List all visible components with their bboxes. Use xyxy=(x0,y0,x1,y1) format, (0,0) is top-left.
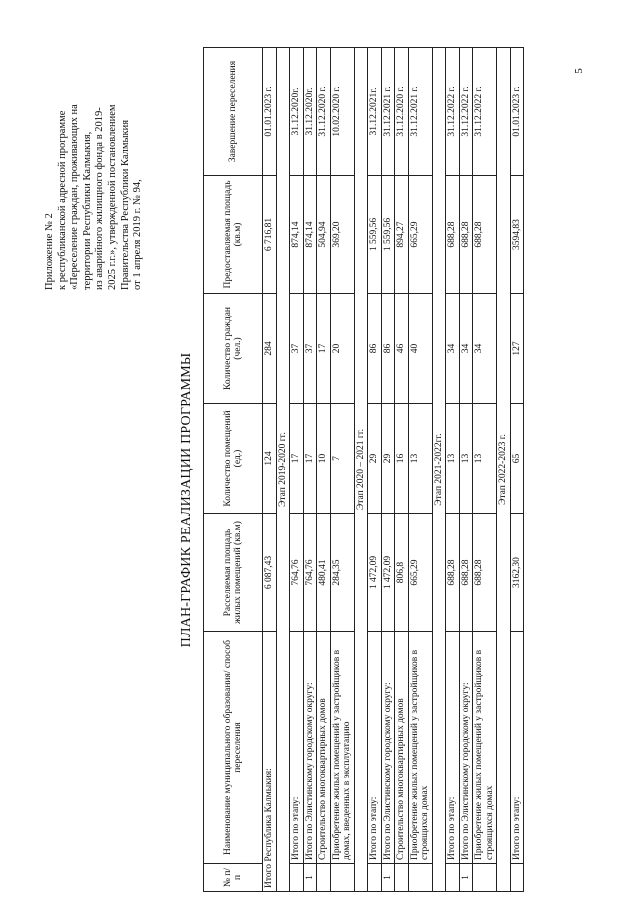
table-cell: Приобретение жилых помещений у застройщиков в строящихся домах xyxy=(473,632,497,864)
table-cell: 3162,30 xyxy=(510,514,524,632)
table-cell: 16 xyxy=(395,404,409,514)
plan-table xyxy=(203,47,524,892)
table-cell: 894,27 xyxy=(395,176,409,294)
header-cell: Завершение переселения xyxy=(204,48,263,176)
table-cell: Строительство многоквартирных домов xyxy=(395,632,409,864)
header-cell: Предоставляемая площадь (кв.м) xyxy=(204,176,263,294)
table-cell: 1 559,56 xyxy=(368,176,382,294)
table-cell: Итого по Элистинскому городскому округу: xyxy=(303,632,317,864)
table-cell: 1 472,09 xyxy=(381,514,395,632)
table-cell: 20 xyxy=(330,294,354,404)
table-cell: 13 xyxy=(408,404,432,514)
table-cell: 665,29 xyxy=(408,176,432,294)
table-row xyxy=(290,48,304,892)
table-cell: 31.12.2020 г. xyxy=(395,48,409,176)
header-cell: № п/п xyxy=(204,864,263,892)
table-cell xyxy=(408,864,432,892)
table-cell: 688,28 xyxy=(459,176,473,294)
table-cell: 688,28 xyxy=(473,514,497,632)
header-cell: Количество граждан (чел.) xyxy=(204,294,263,404)
appendix-line: от 1 апреля 2019 г. № 94, xyxy=(132,179,144,290)
appendix-line: из аварийного жилищного фонда в 2019- xyxy=(94,107,106,290)
table-cell: Итого по Элистинскому городскому округу: xyxy=(459,632,473,864)
table-cell xyxy=(317,864,331,892)
table-cell: 34 xyxy=(473,294,497,404)
table-cell: 34 xyxy=(446,294,460,404)
table-cell: Итого по этапу: xyxy=(446,632,460,864)
table-row xyxy=(368,48,382,892)
table-cell: 764,76 xyxy=(290,514,304,632)
stage-row xyxy=(497,48,511,892)
table-cell: 284,35 xyxy=(330,514,354,632)
table-cell: 3594,83 xyxy=(510,176,524,294)
table-cell: 1 xyxy=(459,864,473,892)
stage-label: Этап 2019-2020 гг. xyxy=(276,48,290,892)
table-cell: 806,8 xyxy=(395,514,409,632)
table-row xyxy=(408,48,432,892)
header-cell: Расселяемая площадь жилых помещений (кв.м) xyxy=(204,514,263,632)
table-row xyxy=(473,48,497,892)
table-cell: 688,28 xyxy=(459,514,473,632)
stage-label: Этап 2020 – 2021 гг. xyxy=(354,48,368,892)
appendix-header xyxy=(44,50,145,290)
table-cell xyxy=(395,864,409,892)
table-cell: 31.12.2022 г. xyxy=(459,48,473,176)
table-cell: 369,20 xyxy=(330,176,354,294)
table-cell: 688,28 xyxy=(473,176,497,294)
table-cell: 284 xyxy=(263,294,277,404)
table-cell: 688,28 xyxy=(446,176,460,294)
table-cell xyxy=(510,864,524,892)
header-cell: Количество помещений (ед.) xyxy=(204,404,263,514)
stage-row xyxy=(276,48,290,892)
table-row xyxy=(510,48,524,892)
table-cell xyxy=(446,864,460,892)
table-cell: 665,29 xyxy=(408,514,432,632)
table-cell: Итого по Элистинскому городскому округу: xyxy=(381,632,395,864)
table-cell xyxy=(290,864,304,892)
table-body xyxy=(263,48,524,892)
appendix-line: Приложение № 2 xyxy=(44,213,55,290)
table-cell: 31.12.2020 г. xyxy=(317,48,331,176)
table-cell: Итого Республика Калмыкия: xyxy=(263,632,277,892)
stage-row xyxy=(432,48,446,892)
document-rotated-canvas xyxy=(40,40,600,900)
table-cell: Итого по этапу: xyxy=(368,632,382,864)
table-cell: 17 xyxy=(317,294,331,404)
table-row xyxy=(381,48,395,892)
table-cell: 65 xyxy=(510,404,524,514)
table-cell xyxy=(368,864,382,892)
document-title: ПЛАН-ГРАФИК РЕАЛИЗАЦИИ ПРОГРАММЫ xyxy=(179,352,194,648)
table-row xyxy=(459,48,473,892)
header-cell: Наименование муниципального образования/ способ переселения xyxy=(204,632,263,864)
table-cell: 127 xyxy=(510,294,524,404)
table-cell: Приобретение жилых помещений у застройщиков в домах, введенных в эксплуатацию xyxy=(330,632,354,864)
table-cell: 1 xyxy=(381,864,395,892)
table-cell: Строительство многоквартирных домов xyxy=(317,632,331,864)
table-cell: Приобретение жилых помещений у застройщиков в строящихся домах xyxy=(408,632,432,864)
table-cell: 01.01.2023 г. xyxy=(263,48,277,176)
table-cell: 13 xyxy=(446,404,460,514)
stage-label: Этап 2022-2023 г. xyxy=(497,48,511,892)
table-cell: 1 xyxy=(303,864,317,892)
stage-row xyxy=(354,48,368,892)
appendix-line: «Переселение граждан, проживающих на xyxy=(69,104,81,290)
table-cell: 29 xyxy=(381,404,395,514)
table-cell: 124 xyxy=(263,404,277,514)
table-cell: 1 472,09 xyxy=(368,514,382,632)
table-cell: 31.12.2021 г. xyxy=(408,48,432,176)
table-cell: 13 xyxy=(473,404,497,514)
table-cell: 31.12.2020г. xyxy=(303,48,317,176)
table-cell: Итого по этапу: xyxy=(510,632,524,864)
table-cell: 874,14 xyxy=(290,176,304,294)
table-cell: 6 716,81 xyxy=(263,176,277,294)
table-cell: 31.12.2022 г. xyxy=(473,48,497,176)
table-cell: 10 xyxy=(317,404,331,514)
table-cell: 764,76 xyxy=(303,514,317,632)
table-cell: 86 xyxy=(368,294,382,404)
table-row xyxy=(395,48,409,892)
table-cell: 504,94 xyxy=(317,176,331,294)
table-cell: 17 xyxy=(303,404,317,514)
table-cell: 480,41 xyxy=(317,514,331,632)
table-cell xyxy=(473,864,497,892)
table-cell: 31.12.2021г. xyxy=(368,48,382,176)
table-cell: 31.12.2021 г. xyxy=(381,48,395,176)
table-header-row xyxy=(204,48,263,892)
table-cell: 46 xyxy=(395,294,409,404)
table-cell: 1 559,56 xyxy=(381,176,395,294)
table-cell: 37 xyxy=(290,294,304,404)
table-cell: Итого по этапу: xyxy=(290,632,304,864)
table-cell: 01.01.2023 г. xyxy=(510,48,524,176)
table-row xyxy=(263,48,277,892)
table-cell: 874,14 xyxy=(303,176,317,294)
appendix-line: 2025 г.г.», утвержденной постановлением xyxy=(106,104,118,290)
table-row xyxy=(446,48,460,892)
appendix-line: территории Республики Калмыкия, xyxy=(81,131,93,290)
table-cell: 31.12.2020г. xyxy=(290,48,304,176)
table-cell: 688,28 xyxy=(446,514,460,632)
appendix-line: к республиканской адресной программе xyxy=(56,110,68,290)
table-cell xyxy=(330,864,354,892)
table-cell: 29 xyxy=(368,404,382,514)
table-cell: 10.02.2020 г. xyxy=(330,48,354,176)
table-row xyxy=(303,48,317,892)
table-cell: 17 xyxy=(290,404,304,514)
table-cell: 86 xyxy=(381,294,395,404)
table-cell: 34 xyxy=(459,294,473,404)
table-cell: 31.12.2022 г. xyxy=(446,48,460,176)
table-row xyxy=(330,48,354,892)
table-cell: 13 xyxy=(459,404,473,514)
table-cell: 40 xyxy=(408,294,432,404)
table-row xyxy=(317,48,331,892)
table-cell: 7 xyxy=(330,404,354,514)
page-number: 5 xyxy=(573,68,585,74)
table-cell: 37 xyxy=(303,294,317,404)
appendix-line: Правительства Республики Калмыкия xyxy=(119,119,131,290)
stage-label: Этап 2021-2022гг. xyxy=(432,48,446,892)
table-cell: 6 087,43 xyxy=(263,514,277,632)
